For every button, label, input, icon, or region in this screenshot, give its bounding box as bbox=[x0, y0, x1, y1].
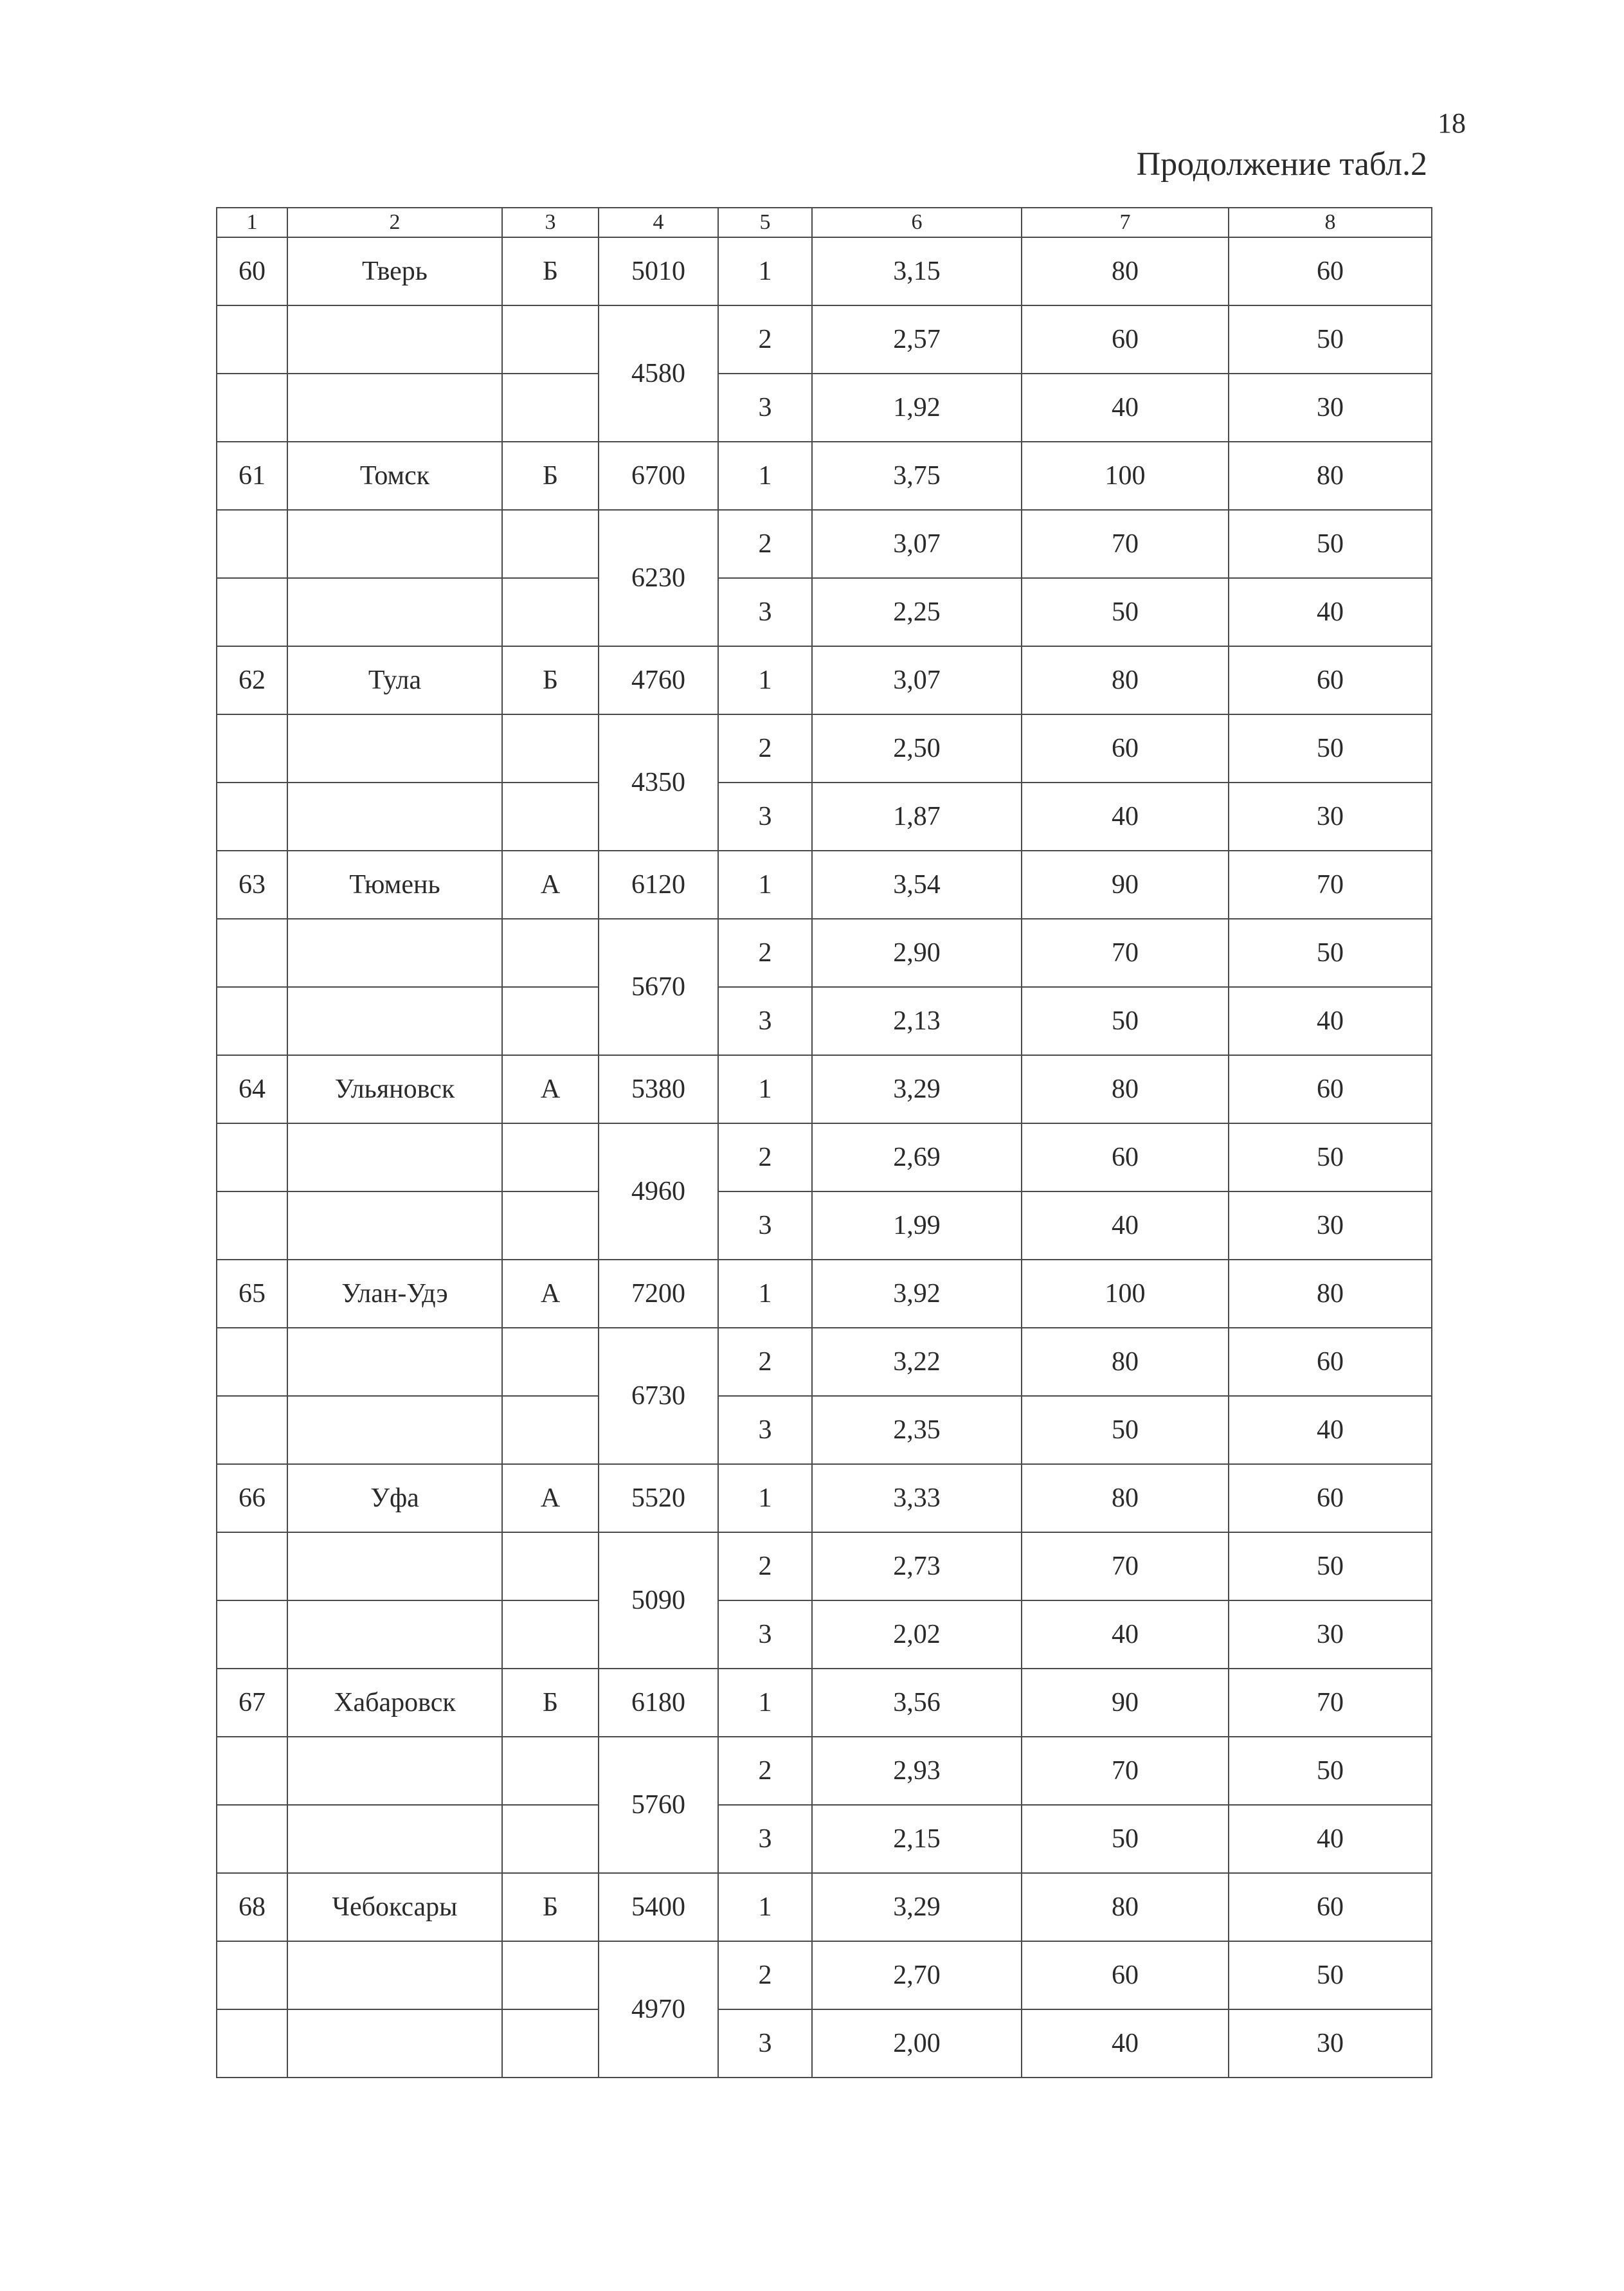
empty-cell bbox=[502, 1396, 599, 1464]
col7-cell: 60 bbox=[1022, 714, 1229, 783]
col8-cell: 80 bbox=[1229, 442, 1432, 510]
table-row bbox=[217, 1055, 1432, 1123]
table-row bbox=[217, 987, 1432, 1055]
table-row bbox=[217, 714, 1432, 783]
col7-cell: 60 bbox=[1022, 1941, 1229, 2009]
value-cell: 4580 bbox=[599, 305, 718, 442]
empty-cell bbox=[217, 1532, 287, 1600]
coefficient-cell: 3,07 bbox=[812, 646, 1022, 714]
city-cell: Уфа bbox=[287, 1464, 502, 1532]
level-cell: 1 bbox=[718, 1873, 812, 1941]
empty-cell bbox=[502, 1328, 599, 1396]
col7-cell: 40 bbox=[1022, 374, 1229, 442]
col8-cell: 30 bbox=[1229, 1191, 1432, 1260]
empty-cell bbox=[502, 783, 599, 851]
empty-cell bbox=[502, 1737, 599, 1805]
empty-cell bbox=[217, 1123, 287, 1191]
value-cell: 6700 bbox=[599, 442, 718, 510]
col8-cell: 50 bbox=[1229, 714, 1432, 783]
empty-cell bbox=[502, 510, 599, 578]
col7-cell: 80 bbox=[1022, 1873, 1229, 1941]
col7-cell: 50 bbox=[1022, 578, 1229, 646]
col8-cell: 30 bbox=[1229, 374, 1432, 442]
row-number-cell: 68 bbox=[217, 1873, 287, 1941]
coefficient-cell: 2,69 bbox=[812, 1123, 1022, 1191]
col7-cell: 100 bbox=[1022, 1260, 1229, 1328]
empty-cell bbox=[502, 919, 599, 987]
col8-cell: 50 bbox=[1229, 510, 1432, 578]
empty-cell bbox=[217, 1328, 287, 1396]
table-row bbox=[217, 305, 1432, 374]
col8-cell: 40 bbox=[1229, 987, 1432, 1055]
table-row bbox=[217, 646, 1432, 714]
level-cell: 1 bbox=[718, 1464, 812, 1532]
value-cell: 6120 bbox=[599, 851, 718, 919]
empty-cell bbox=[217, 305, 287, 374]
col7-cell: 40 bbox=[1022, 1600, 1229, 1669]
col8-cell: 50 bbox=[1229, 1737, 1432, 1805]
col7-cell: 80 bbox=[1022, 646, 1229, 714]
coefficient-cell: 3,75 bbox=[812, 442, 1022, 510]
coefficient-cell: 2,13 bbox=[812, 987, 1022, 1055]
column-number: 2 bbox=[287, 208, 502, 237]
city-cell: Томск bbox=[287, 442, 502, 510]
col7-cell: 90 bbox=[1022, 1669, 1229, 1737]
coefficient-cell: 1,92 bbox=[812, 374, 1022, 442]
coefficient-cell: 3,22 bbox=[812, 1328, 1022, 1396]
empty-cell bbox=[287, 578, 502, 646]
zone-cell: А bbox=[502, 851, 599, 919]
value-cell: 4970 bbox=[599, 1941, 718, 2078]
col8-cell: 60 bbox=[1229, 1464, 1432, 1532]
coefficient-cell: 3,29 bbox=[812, 1873, 1022, 1941]
table-row bbox=[217, 1737, 1432, 1805]
empty-cell bbox=[287, 1191, 502, 1260]
col8-cell: 40 bbox=[1229, 1805, 1432, 1873]
empty-cell bbox=[287, 987, 502, 1055]
empty-cell bbox=[217, 987, 287, 1055]
empty-cell bbox=[287, 1123, 502, 1191]
column-number: 6 bbox=[812, 208, 1022, 237]
value-cell: 4350 bbox=[599, 714, 718, 851]
col7-cell: 70 bbox=[1022, 1532, 1229, 1600]
row-number-cell: 67 bbox=[217, 1669, 287, 1737]
level-cell: 3 bbox=[718, 987, 812, 1055]
empty-cell bbox=[217, 1600, 287, 1669]
col7-cell: 70 bbox=[1022, 510, 1229, 578]
value-cell: 5670 bbox=[599, 919, 718, 1055]
level-cell: 1 bbox=[718, 442, 812, 510]
col8-cell: 30 bbox=[1229, 2009, 1432, 2078]
empty-cell bbox=[502, 987, 599, 1055]
zone-cell: А bbox=[502, 1464, 599, 1532]
coefficient-cell: 2,50 bbox=[812, 714, 1022, 783]
level-cell: 2 bbox=[718, 714, 812, 783]
level-cell: 3 bbox=[718, 578, 812, 646]
empty-cell bbox=[287, 1941, 502, 2009]
col8-cell: 50 bbox=[1229, 1941, 1432, 2009]
table-row bbox=[217, 1873, 1432, 1941]
col7-cell: 60 bbox=[1022, 305, 1229, 374]
level-cell: 3 bbox=[718, 1805, 812, 1873]
empty-cell bbox=[502, 578, 599, 646]
empty-cell bbox=[217, 783, 287, 851]
col8-cell: 60 bbox=[1229, 1055, 1432, 1123]
col7-cell: 40 bbox=[1022, 1191, 1229, 1260]
col7-cell: 50 bbox=[1022, 1805, 1229, 1873]
city-cell: Тверь bbox=[287, 237, 502, 305]
empty-cell bbox=[502, 305, 599, 374]
value-cell: 5090 bbox=[599, 1532, 718, 1669]
level-cell: 1 bbox=[718, 1260, 812, 1328]
column-number: 3 bbox=[502, 208, 599, 237]
coefficient-cell: 2,70 bbox=[812, 1941, 1022, 2009]
col7-cell: 80 bbox=[1022, 1328, 1229, 1396]
col8-cell: 40 bbox=[1229, 1396, 1432, 1464]
empty-cell bbox=[217, 374, 287, 442]
coefficient-cell: 2,00 bbox=[812, 2009, 1022, 2078]
value-cell: 4960 bbox=[599, 1123, 718, 1260]
value-cell: 4760 bbox=[599, 646, 718, 714]
empty-cell bbox=[217, 510, 287, 578]
coefficient-cell: 3,07 bbox=[812, 510, 1022, 578]
row-number-cell: 61 bbox=[217, 442, 287, 510]
empty-cell bbox=[502, 1123, 599, 1191]
level-cell: 2 bbox=[718, 1737, 812, 1805]
coefficient-cell: 2,35 bbox=[812, 1396, 1022, 1464]
col8-cell: 70 bbox=[1229, 851, 1432, 919]
empty-cell bbox=[502, 1600, 599, 1669]
col7-cell: 80 bbox=[1022, 237, 1229, 305]
column-number-row bbox=[217, 208, 1432, 237]
col7-cell: 100 bbox=[1022, 442, 1229, 510]
city-cell: Хабаровск bbox=[287, 1669, 502, 1737]
col7-cell: 90 bbox=[1022, 851, 1229, 919]
col8-cell: 40 bbox=[1229, 578, 1432, 646]
level-cell: 3 bbox=[718, 374, 812, 442]
coefficient-cell: 3,29 bbox=[812, 1055, 1022, 1123]
zone-cell: А bbox=[502, 1055, 599, 1123]
value-cell: 5760 bbox=[599, 1737, 718, 1873]
row-number-cell: 65 bbox=[217, 1260, 287, 1328]
table-row bbox=[217, 237, 1432, 305]
table-caption: Продолжение табл.2 bbox=[1136, 146, 1427, 183]
table-row bbox=[217, 851, 1432, 919]
table-row bbox=[217, 1260, 1432, 1328]
coefficient-cell: 3,54 bbox=[812, 851, 1022, 919]
col7-cell: 40 bbox=[1022, 783, 1229, 851]
level-cell: 1 bbox=[718, 237, 812, 305]
empty-cell bbox=[287, 1737, 502, 1805]
column-number: 8 bbox=[1229, 208, 1432, 237]
empty-cell bbox=[287, 510, 502, 578]
col8-cell: 30 bbox=[1229, 783, 1432, 851]
value-cell: 7200 bbox=[599, 1260, 718, 1328]
table-row bbox=[217, 1396, 1432, 1464]
level-cell: 2 bbox=[718, 510, 812, 578]
level-cell: 2 bbox=[718, 1532, 812, 1600]
empty-cell bbox=[217, 1805, 287, 1873]
level-cell: 3 bbox=[718, 1396, 812, 1464]
row-number-cell: 63 bbox=[217, 851, 287, 919]
city-cell: Тула bbox=[287, 646, 502, 714]
page-number: 18 bbox=[1438, 107, 1466, 139]
empty-cell bbox=[287, 714, 502, 783]
empty-cell bbox=[502, 714, 599, 783]
col7-cell: 50 bbox=[1022, 1396, 1229, 1464]
coefficient-cell: 3,56 bbox=[812, 1669, 1022, 1737]
row-number-cell: 64 bbox=[217, 1055, 287, 1123]
row-number-cell: 62 bbox=[217, 646, 287, 714]
value-cell: 5400 bbox=[599, 1873, 718, 1941]
col7-cell: 80 bbox=[1022, 1055, 1229, 1123]
empty-cell bbox=[287, 305, 502, 374]
empty-cell bbox=[287, 374, 502, 442]
coefficient-cell: 3,33 bbox=[812, 1464, 1022, 1532]
value-cell: 5520 bbox=[599, 1464, 718, 1532]
empty-cell bbox=[287, 1328, 502, 1396]
coefficient-cell: 2,15 bbox=[812, 1805, 1022, 1873]
col8-cell: 60 bbox=[1229, 1873, 1432, 1941]
col8-cell: 60 bbox=[1229, 646, 1432, 714]
col7-cell: 70 bbox=[1022, 919, 1229, 987]
zone-cell: Б bbox=[502, 646, 599, 714]
table-row bbox=[217, 2009, 1432, 2078]
column-number: 4 bbox=[599, 208, 718, 237]
level-cell: 2 bbox=[718, 919, 812, 987]
col8-cell: 60 bbox=[1229, 1328, 1432, 1396]
col7-cell: 50 bbox=[1022, 987, 1229, 1055]
table-row bbox=[217, 1464, 1432, 1532]
value-cell: 6730 bbox=[599, 1328, 718, 1464]
value-cell: 6180 bbox=[599, 1669, 718, 1737]
level-cell: 2 bbox=[718, 305, 812, 374]
coefficient-cell: 2,25 bbox=[812, 578, 1022, 646]
empty-cell bbox=[502, 1805, 599, 1873]
table-row bbox=[217, 1600, 1432, 1669]
col8-cell: 50 bbox=[1229, 1123, 1432, 1191]
value-cell: 6230 bbox=[599, 510, 718, 646]
zone-cell: Б bbox=[502, 1873, 599, 1941]
col8-cell: 50 bbox=[1229, 919, 1432, 987]
table-row bbox=[217, 510, 1432, 578]
col8-cell: 60 bbox=[1229, 237, 1432, 305]
col7-cell: 70 bbox=[1022, 1737, 1229, 1805]
zone-cell: Б bbox=[502, 442, 599, 510]
col7-cell: 80 bbox=[1022, 1464, 1229, 1532]
empty-cell bbox=[217, 1396, 287, 1464]
table-row bbox=[217, 1123, 1432, 1191]
table-row bbox=[217, 1941, 1432, 2009]
level-cell: 3 bbox=[718, 783, 812, 851]
empty-cell bbox=[287, 783, 502, 851]
column-number: 1 bbox=[217, 208, 287, 237]
level-cell: 1 bbox=[718, 851, 812, 919]
table-body bbox=[217, 208, 1432, 2078]
level-cell: 3 bbox=[718, 2009, 812, 2078]
empty-cell bbox=[502, 1532, 599, 1600]
table-row bbox=[217, 783, 1432, 851]
level-cell: 1 bbox=[718, 646, 812, 714]
table-row bbox=[217, 578, 1432, 646]
coefficient-cell: 3,92 bbox=[812, 1260, 1022, 1328]
city-cell: Чебоксары bbox=[287, 1873, 502, 1941]
col7-cell: 60 bbox=[1022, 1123, 1229, 1191]
table-row bbox=[217, 919, 1432, 987]
zone-cell: Б bbox=[502, 1669, 599, 1737]
empty-cell bbox=[287, 1805, 502, 1873]
empty-cell bbox=[502, 2009, 599, 2078]
empty-cell bbox=[217, 1737, 287, 1805]
table-row bbox=[217, 442, 1432, 510]
level-cell: 2 bbox=[718, 1941, 812, 2009]
level-cell: 2 bbox=[718, 1328, 812, 1396]
empty-cell bbox=[287, 1396, 502, 1464]
empty-cell bbox=[287, 1532, 502, 1600]
coefficient-cell: 1,99 bbox=[812, 1191, 1022, 1260]
table-row bbox=[217, 1328, 1432, 1396]
empty-cell bbox=[502, 1941, 599, 2009]
col8-cell: 50 bbox=[1229, 305, 1432, 374]
coefficient-cell: 1,87 bbox=[812, 783, 1022, 851]
zone-cell: А bbox=[502, 1260, 599, 1328]
col8-cell: 70 bbox=[1229, 1669, 1432, 1737]
data-table bbox=[216, 207, 1432, 2078]
column-number: 5 bbox=[718, 208, 812, 237]
coefficient-cell: 2,57 bbox=[812, 305, 1022, 374]
empty-cell bbox=[502, 1191, 599, 1260]
coefficient-cell: 3,15 bbox=[812, 237, 1022, 305]
level-cell: 3 bbox=[718, 1600, 812, 1669]
table-row bbox=[217, 1191, 1432, 1260]
value-cell: 5380 bbox=[599, 1055, 718, 1123]
table-row bbox=[217, 374, 1432, 442]
city-cell: Тюмень bbox=[287, 851, 502, 919]
level-cell: 1 bbox=[718, 1669, 812, 1737]
table-row bbox=[217, 1805, 1432, 1873]
col8-cell: 30 bbox=[1229, 1600, 1432, 1669]
row-number-cell: 66 bbox=[217, 1464, 287, 1532]
empty-cell bbox=[217, 1941, 287, 2009]
empty-cell bbox=[217, 2009, 287, 2078]
column-number: 7 bbox=[1022, 208, 1229, 237]
level-cell: 3 bbox=[718, 1191, 812, 1260]
col8-cell: 50 bbox=[1229, 1532, 1432, 1600]
coefficient-cell: 2,73 bbox=[812, 1532, 1022, 1600]
table-row bbox=[217, 1532, 1432, 1600]
row-number-cell: 60 bbox=[217, 237, 287, 305]
coefficient-cell: 2,90 bbox=[812, 919, 1022, 987]
value-cell: 5010 bbox=[599, 237, 718, 305]
empty-cell bbox=[287, 2009, 502, 2078]
empty-cell bbox=[287, 1600, 502, 1669]
empty-cell bbox=[217, 1191, 287, 1260]
coefficient-cell: 2,02 bbox=[812, 1600, 1022, 1669]
city-cell: Ульяновск bbox=[287, 1055, 502, 1123]
empty-cell bbox=[287, 919, 502, 987]
level-cell: 2 bbox=[718, 1123, 812, 1191]
level-cell: 1 bbox=[718, 1055, 812, 1123]
empty-cell bbox=[217, 714, 287, 783]
table-row bbox=[217, 1669, 1432, 1737]
empty-cell bbox=[217, 919, 287, 987]
empty-cell bbox=[217, 578, 287, 646]
coefficient-cell: 2,93 bbox=[812, 1737, 1022, 1805]
col8-cell: 80 bbox=[1229, 1260, 1432, 1328]
city-cell: Улан-Удэ bbox=[287, 1260, 502, 1328]
col7-cell: 40 bbox=[1022, 2009, 1229, 2078]
zone-cell: Б bbox=[502, 237, 599, 305]
empty-cell bbox=[502, 374, 599, 442]
